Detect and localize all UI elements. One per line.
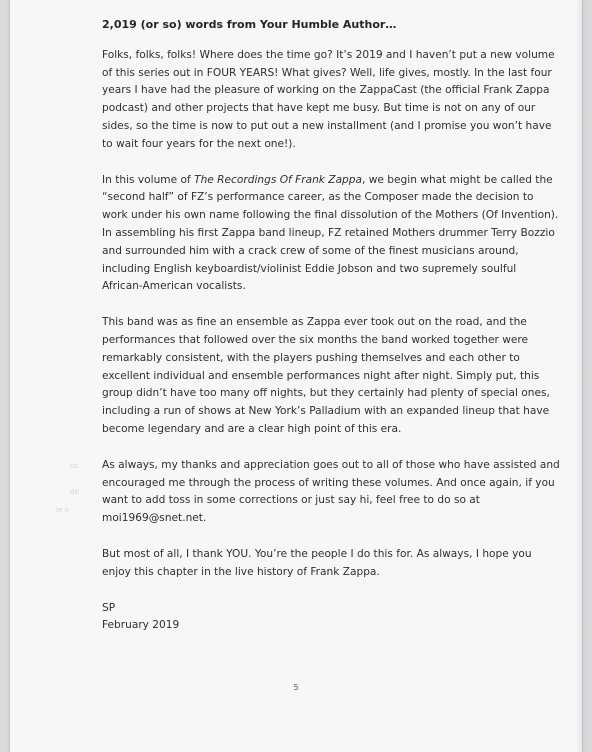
paragraph-volume-lead: In this volume of [102,173,195,186]
paragraph-volume-body: , we begin what might be called the “second half” of FZ’s performance career, as the Composer made the decision to work under his own name following the final dissolution of the Mothers (Of Invention). In assembling his first Zappa band lineup, FZ retained Mothers drummer Terry Bozzio and surrounded him with a crack crew of some of the finest musicians around, including English keyboardist/violinist Eddie Jobson and two supremely soulful African-American vocalists. [102,173,559,293]
signoff-date: February 2019 [102,619,180,632]
bleed-through-mark: co [70,462,79,470]
paragraph-volume [102,172,560,297]
book-page [10,0,582,752]
paragraph-thanks: As always, my thanks and appreciation goes out to all of those who have assisted and encouraged me through the process of writing these volumes. And once again, if you want to add toss in some corrections or just say hi, feel free to do so at moi1969@snet.net. [102,458,560,525]
book-title: The Recordings Of Frank Zappa [194,173,362,186]
page-content [102,16,560,635]
author-signature: SP [102,601,116,614]
page-number: 5 [293,683,299,692]
paragraph-intro: Folks, folks, folks! Where does the time go? It’s 2019 and I haven’t put a new volume of this series out in FOUR YEARS! What gives? Well, life gives, mostly. In the last four years I have had the pleasure of working on the ZappaCast (the official Frank Zappa podcast) and other projects that have kept me busy. But time is not on any of our sides, so the time is now to put out a new installment (and I promise you won’t have to wait four years for the next one!). [102,48,555,150]
paragraph-band: This band was as fine an ensemble as Zappa ever took out on the road, and the performances that followed over the six months the band worked together were remarkably consistent, with the players pushing themselves and each other to excellent individual and ensemble performances night after night. Simply put, this group didn’t have too many off nights, but they certainly had plenty of special ones, including a run of shows at New York’s Palladium with an expanded lineup that have become legendary and are a clear high point of this era. [102,316,550,435]
bleed-through-mark: le n [56,506,69,514]
paragraph-closing: But most of all, I thank YOU. You’re the people I do this for. As always, I hope you enjoy this chapter in the live history of Frank Zappa. [102,547,532,578]
page-heading: 2,019 (or so) words from Your Humble Author… [102,18,397,31]
bleed-through-mark: de [70,488,79,496]
